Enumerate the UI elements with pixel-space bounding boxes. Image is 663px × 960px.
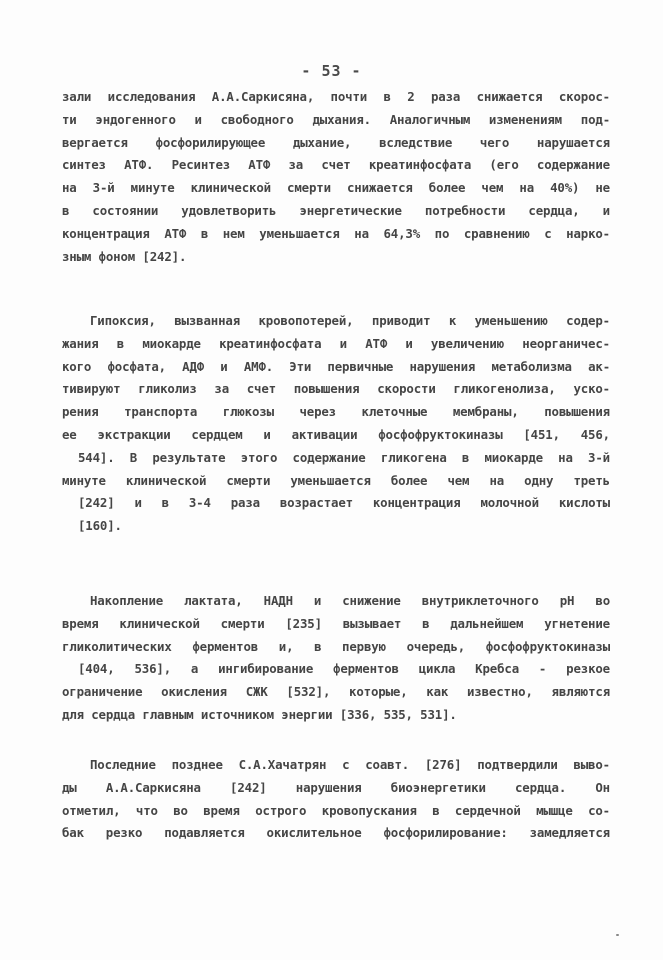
paragraph-4 xyxy=(62,754,610,845)
text-line: гликолитических ферментов и, в первую очередь, фосфофруктокиназы xyxy=(62,638,610,654)
text-line: на 3-й минуте клинической смерти снижается более чем на 40%) не xyxy=(62,180,610,196)
text-line: зным фоном [242]. xyxy=(62,248,187,264)
text-line: Гипоксия, вызванная кровопотерей, приводит к уменьшению содер- xyxy=(90,313,610,328)
page-number: - 53 - xyxy=(301,62,362,80)
text-line: отметил, что во время острого кровопускания в сердечной мышце со- xyxy=(62,802,610,818)
text-line: концентрация АТФ в нем уменьшается на 64,3% по сравнению с нарко- xyxy=(62,225,610,241)
text-line: рения транспорта глюкозы через клеточные мембраны, повышения xyxy=(62,404,610,420)
text-line: зали исследования А.А.Саркисяна, почти в 2 раза снижается скорос- xyxy=(62,89,610,104)
text-line: вергается фосфорилирующее дыхание, вследствие чего нарушается xyxy=(62,134,610,150)
text-line: кого фосфата, АДФ и АМФ. Эти первичные нарушения метаболизма ак- xyxy=(62,358,610,374)
text-line: [242] и в 3-4 раза возрастает концентрация молочной кислоты xyxy=(78,495,610,511)
text-line: ее экстракции сердцем и активации фосфофруктокиназы [451, 456, xyxy=(62,426,610,442)
paragraph-1 xyxy=(62,86,610,268)
text-line: жания в миокарде креатинфосфата и АТФ и увеличению неорганичес- xyxy=(62,335,610,351)
text-line: бак резко подавляется окислительное фосфорилирование: замедляется xyxy=(62,825,610,841)
text-line: Последние позднее С.А.Хачатрян с соавт. [276] подтвердили выво- xyxy=(90,757,610,772)
text-line: Накопление лактата, НАДН и снижение внутриклеточного рН во xyxy=(90,593,610,608)
text-line: в состоянии удовлетворить энергетические потребности сердца, и xyxy=(62,202,610,218)
text-line: ды А.А.Саркисяна [242] нарушения биоэнергетики сердца. Он xyxy=(62,779,610,795)
text-line: ти эндогенного и свободного дыхания. Аналогичным изменениям под- xyxy=(62,111,610,127)
scan-speck xyxy=(616,934,619,936)
paragraph-2 xyxy=(62,310,610,538)
text-line: [160]. xyxy=(78,518,122,534)
text-line: минуте клинической смерти уменьшается более чем на одну треть xyxy=(62,472,610,488)
text-line: для сердца главным источником энергии [336, 535, 531]. xyxy=(62,706,457,722)
text-line: [404, 536], а ингибирование ферментов цикла Кребса - резкое xyxy=(78,661,610,677)
text-line: 544]. В результате этого содержание гликогена в миокарде на 3-й xyxy=(78,449,610,465)
text-line: тивируют гликолиз за счет повышения скорости гликогенолиза, уско- xyxy=(62,381,610,397)
text-line: время клинической смерти [235] вызывает в дальнейшем угнетение xyxy=(62,615,610,631)
text-line: ограничение окисления СЖК [532], которые, как известно, являются xyxy=(62,684,610,700)
text-line: синтез АТФ. Ресинтез АТФ за счет креатинфосфата (его содержание xyxy=(62,157,610,173)
paragraph-3 xyxy=(62,590,610,727)
